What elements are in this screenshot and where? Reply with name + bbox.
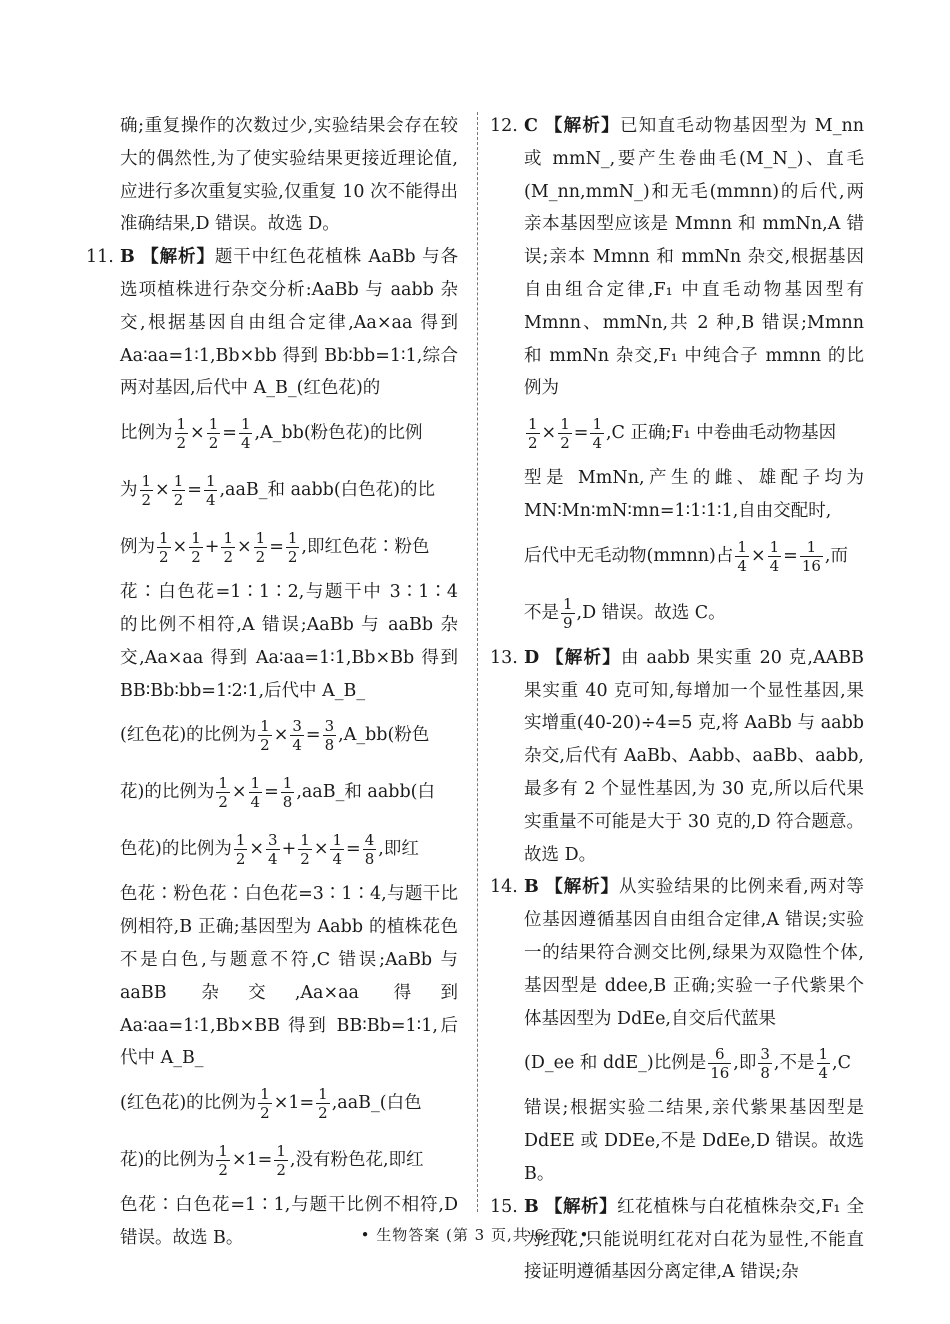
text: ,即红 [378, 839, 419, 860]
item-answer: D [524, 647, 540, 668]
fraction [258, 717, 272, 754]
fraction [274, 1142, 288, 1179]
item-answer: B [524, 877, 539, 898]
numerator: 1 [255, 529, 266, 548]
denominator: 2 [560, 434, 570, 453]
item-12-line [490, 528, 864, 585]
text: × [541, 423, 557, 444]
text: ,aaB_和 aabb(白 [296, 782, 436, 803]
denominator: 2 [528, 434, 538, 453]
item-12-line: 型是 MmNn,产生的雌、雄配子均为 MN∶Mn∶mN∶mn=1∶1∶1∶1,自由交配时, [524, 468, 864, 521]
answer-item-11 [86, 241, 458, 405]
denominator: 16 [710, 1064, 730, 1083]
numerator: 1 [173, 472, 184, 491]
fraction [758, 1045, 772, 1082]
text: × [231, 782, 247, 803]
denominator: 2 [260, 736, 270, 755]
fraction [290, 717, 304, 754]
numerator: 4 [364, 831, 375, 850]
text: ×1= [231, 1150, 273, 1171]
fraction [768, 538, 782, 575]
text: 色花)的比例为 [120, 839, 232, 860]
text: × [172, 537, 188, 558]
numerator: 3 [760, 1045, 770, 1064]
numerator: 1 [282, 774, 293, 793]
denominator: 8 [282, 793, 293, 812]
left-column [86, 110, 458, 1255]
fraction [817, 1045, 831, 1082]
text: × [155, 480, 170, 501]
denominator: 4 [769, 556, 780, 575]
denominator: 2 [318, 1104, 328, 1123]
numerator: 1 [332, 831, 343, 850]
text: 红花植株与白花植株杂交,F₁ 全为红花,只能说明红花对白花为显性,不能直接证明遵循基因分离定律,A 错误;杂 [524, 1196, 864, 1283]
denominator: 16 [801, 556, 821, 575]
fraction [157, 529, 171, 566]
item-answer: B [120, 247, 135, 268]
fraction [216, 1142, 230, 1179]
text: = [222, 423, 237, 444]
numerator: 1 [191, 529, 201, 548]
numerator: 1 [208, 415, 219, 434]
fraction [189, 529, 203, 566]
numerator: 3 [292, 717, 302, 736]
fraction [561, 595, 575, 632]
denominator: 9 [563, 613, 573, 632]
text: 后代中无毛动物(mmnn)占 [524, 545, 734, 566]
numerator: 1 [276, 1142, 286, 1161]
text: 为 [120, 480, 138, 501]
text: 从实验结果的比例来看,两对等位基因遵循基因自由组合定律,A 错误;实验一的结果符合测交比例,绿果为双隐性个体,基因型是 ddee,B 正确;实验一子代紫果个体基因型为 DdEe,自交后代蓝果 [524, 877, 864, 1029]
text: ×1= [273, 1093, 315, 1114]
denominator: 4 [818, 1064, 829, 1083]
denominator: 2 [173, 491, 184, 510]
denominator: 2 [218, 1161, 228, 1180]
text: + [204, 537, 220, 558]
text: (D_ee 和 ddE_)比例是 [524, 1053, 707, 1074]
text: ,不是 [773, 1053, 815, 1074]
denominator: 4 [592, 434, 602, 453]
numerator: 1 [318, 1085, 328, 1104]
text: + [281, 839, 297, 860]
text: ,aaB_和 aabb(白色花)的比 [219, 480, 436, 501]
fraction [175, 415, 189, 452]
denominator: 4 [240, 434, 251, 453]
numerator: 1 [560, 415, 570, 434]
text: ,aaB_(白色 [331, 1093, 422, 1114]
text: ,D 错误。故选 C。 [576, 602, 726, 623]
item-11-line [86, 1132, 458, 1189]
fraction [330, 831, 344, 868]
text: = [187, 480, 202, 501]
fraction [254, 529, 268, 566]
numerator: 1 [260, 1085, 270, 1104]
numerator: 6 [708, 1045, 731, 1064]
item-12-line [490, 405, 864, 462]
text: ,而 [824, 545, 848, 566]
numerator: 1 [218, 774, 228, 793]
fraction [363, 831, 377, 868]
text: = [269, 537, 284, 558]
fraction [316, 1085, 330, 1122]
denominator: 4 [205, 491, 216, 510]
denominator: 2 [159, 548, 169, 567]
item-11-line [86, 519, 458, 576]
text: 题干中红色花植株 AaBb 与各选项植株进行杂交分析:AaBb 与 aabb 杂交,根据基因自由组合定律,Aa×aa 得到 Aa∶aa=1∶1,Bb×bb 得到 Bb∶bb=1∶1,综合两对基因,后代中 A_B_(红色花)的 [120, 247, 458, 399]
answer-item-14 [490, 871, 864, 1035]
item-answer: B [524, 1196, 539, 1217]
item-11-line [86, 821, 458, 878]
denominator: 4 [737, 556, 747, 575]
denominator: 4 [332, 850, 343, 869]
text: (红色花)的比例为 [120, 725, 257, 746]
numerator: 1 [235, 831, 246, 850]
numerator: 1 [260, 717, 270, 736]
analysis-tag: 【解析】 [545, 877, 619, 898]
text: × [313, 839, 329, 860]
fraction [172, 472, 186, 509]
text: 花)的比例为 [120, 782, 215, 803]
fraction [239, 415, 253, 452]
text: ,即 [733, 1053, 757, 1074]
item-11-line [86, 1075, 458, 1132]
numerator: 1 [287, 529, 298, 548]
denominator: 8 [760, 1064, 770, 1083]
text: ,A_bb(粉色花)的比例 [254, 423, 423, 444]
item-number: 15. [490, 1196, 518, 1217]
text: ,没有粉色花,即红 [289, 1150, 424, 1171]
numerator: 1 [141, 472, 152, 491]
text: 已知直毛动物基因型为 M_nn 或 mmN_,要产生卷曲毛(M_N_)、直毛(M_nn,mmN_)和无毛(mmnn)的后代,两亲本基因型应该是 Mmnn 和 mmNn,A 错误;亲本 Mmnn 和 mmNn 杂交,根据基因自由组合定律,F₁ 中直毛动物基因型有 Mmnn、mmNn,共 2 种,B 错误;Mmnn 和 mmNn 杂交,F₁ 中纯合子 mmnn 的比例为 [524, 116, 864, 399]
denominator: 4 [268, 850, 278, 869]
numerator: 3 [324, 717, 335, 736]
fraction [708, 1045, 731, 1082]
fraction [216, 774, 230, 811]
numerator: 1 [218, 1142, 228, 1161]
text: 不是 [524, 602, 559, 623]
text: × [273, 725, 289, 746]
text: = [346, 839, 361, 860]
denominator: 8 [324, 736, 335, 755]
numerator: 1 [159, 529, 169, 548]
text: 花)的比例为 [120, 1150, 215, 1171]
fraction [590, 415, 604, 452]
text: × [236, 537, 252, 558]
denominator: 2 [287, 548, 298, 567]
item-11-line [86, 405, 458, 462]
item-number: 13. [490, 647, 518, 668]
continued-paragraph: 确;重复操作的次数过少,实验结果会存在较大的偶然性,为了使实验结果更接近理论值,应进行多次重复实验,仅重复 10 次不能得出准确结果,D 错误。故选 D。 [120, 116, 458, 235]
text: ,A_bb(粉色 [338, 725, 430, 746]
item-11-line: 花∶白色花=1∶1∶2,与题干中 3∶1∶4 的比例不相符,A 错误;AaBb 与 aaBb 杂交,Aa×aa 得到 Aa∶aa=1∶1,Bb×Bb 得到 BB∶Bb∶bb=1∶2∶1,后代中 A_B_ [120, 582, 458, 701]
item-11-line [86, 764, 458, 821]
numerator: 1 [737, 537, 747, 556]
fraction [207, 415, 221, 452]
fraction [204, 472, 218, 509]
denominator: 4 [250, 793, 261, 812]
numerator: 3 [268, 831, 278, 850]
item-14-line [490, 1035, 864, 1092]
fraction [221, 529, 235, 566]
item-answer: C [524, 116, 538, 136]
numerator: 1 [818, 1045, 829, 1064]
denominator: 2 [176, 434, 187, 453]
item-14-line: 错误;根据实验二结果,亲代紫果基因型是 DdEE 或 DDEe,不是 DdEe,D 错误。故选 B。 [524, 1098, 864, 1184]
numerator: 1 [176, 415, 187, 434]
fraction [249, 774, 263, 811]
item-11-line: 色花∶粉色花∶白色花=3∶1∶4,与题干比例相符,B 正确;基因型为 Aabb 的植株花色不是白色,与题意不符,C 错误;AaBb 与 aaBB 杂交,Aa×aa 得到 Aa∶aa=1∶1,Bb×BB 得到 BB∶Bb=1∶1,后代中 A_B_ [120, 884, 458, 1069]
text: × [750, 545, 766, 566]
item-number: 12. [490, 116, 518, 136]
denominator: 2 [300, 850, 310, 869]
denominator: 2 [255, 548, 266, 567]
numerator: 1 [240, 415, 251, 434]
fraction [286, 529, 300, 566]
analysis-tag: 【解析】 [141, 247, 215, 268]
analysis-tag: 【解析】 [544, 1196, 618, 1217]
text: 由 aabb 果实重 20 克,AABB 果实重 40 克可知,每增加一个显性基因,果实增重(40-20)÷4=5 克,将 AaBb 与 aabb 杂交,后代有 AaBb、Aabb、aaBb、aabb,最多有 2 个显性基因,为 30 克,所以后代果实重量不可能是大于 30 克的,D 符合题意。故选 D。 [524, 647, 864, 865]
fraction [558, 415, 572, 452]
denominator: 2 [276, 1161, 286, 1180]
text: = [264, 782, 279, 803]
denominator: 2 [208, 434, 219, 453]
denominator: 2 [191, 548, 201, 567]
analysis-tag: 【解析】 [546, 647, 621, 668]
item-12-line [490, 585, 864, 642]
answer-item-13 [490, 642, 864, 872]
fraction [266, 831, 280, 868]
numerator: 1 [800, 538, 823, 557]
text: × [249, 839, 265, 860]
denominator: 8 [364, 850, 375, 869]
text: 比例为 [120, 423, 173, 444]
text: = [783, 545, 798, 566]
fraction [298, 831, 312, 868]
numerator: 1 [592, 415, 602, 434]
text: ,即红色花∶粉色 [301, 537, 430, 558]
numerator: 1 [223, 529, 233, 548]
item-11-line [86, 707, 458, 764]
text: × [190, 423, 205, 444]
right-column [490, 110, 864, 1289]
numerator: 1 [205, 472, 216, 491]
denominator: 2 [223, 548, 233, 567]
denominator: 2 [218, 793, 228, 812]
numerator: 1 [769, 537, 780, 556]
text: 例为 [120, 537, 155, 558]
denominator: 2 [235, 850, 246, 869]
item-number: 11. [86, 247, 114, 268]
answer-item-12 [490, 110, 864, 405]
text: ,C [832, 1053, 851, 1074]
fraction [735, 538, 749, 575]
fraction [140, 472, 154, 509]
fraction [323, 717, 337, 754]
text: = [573, 423, 589, 444]
denominator: 4 [292, 736, 302, 755]
text: ,C 正确;F₁ 中卷曲毛动物基因 [605, 423, 837, 444]
fraction [258, 1085, 272, 1122]
fraction [800, 538, 823, 575]
page-footer: • 生物答案 (第 3 页,共 6 页) • [360, 1226, 590, 1244]
fraction [234, 831, 248, 868]
numerator: 1 [250, 774, 261, 793]
item-number: 14. [490, 877, 518, 898]
text: (红色花)的比例为 [120, 1093, 257, 1114]
fraction [281, 774, 295, 811]
numerator: 1 [528, 415, 538, 434]
numerator: 1 [300, 831, 310, 850]
item-11-line [86, 462, 458, 519]
numerator: 1 [563, 594, 573, 613]
denominator: 2 [260, 1104, 270, 1123]
text: = [305, 725, 321, 746]
analysis-tag: 【解析】 [544, 116, 620, 136]
fraction [526, 415, 540, 452]
denominator: 2 [141, 491, 152, 510]
item-11-line: 色花∶白色花=1∶1,与题干比例不相符,D 错误。故选 B。 [120, 1195, 458, 1248]
column-divider [477, 112, 478, 1212]
